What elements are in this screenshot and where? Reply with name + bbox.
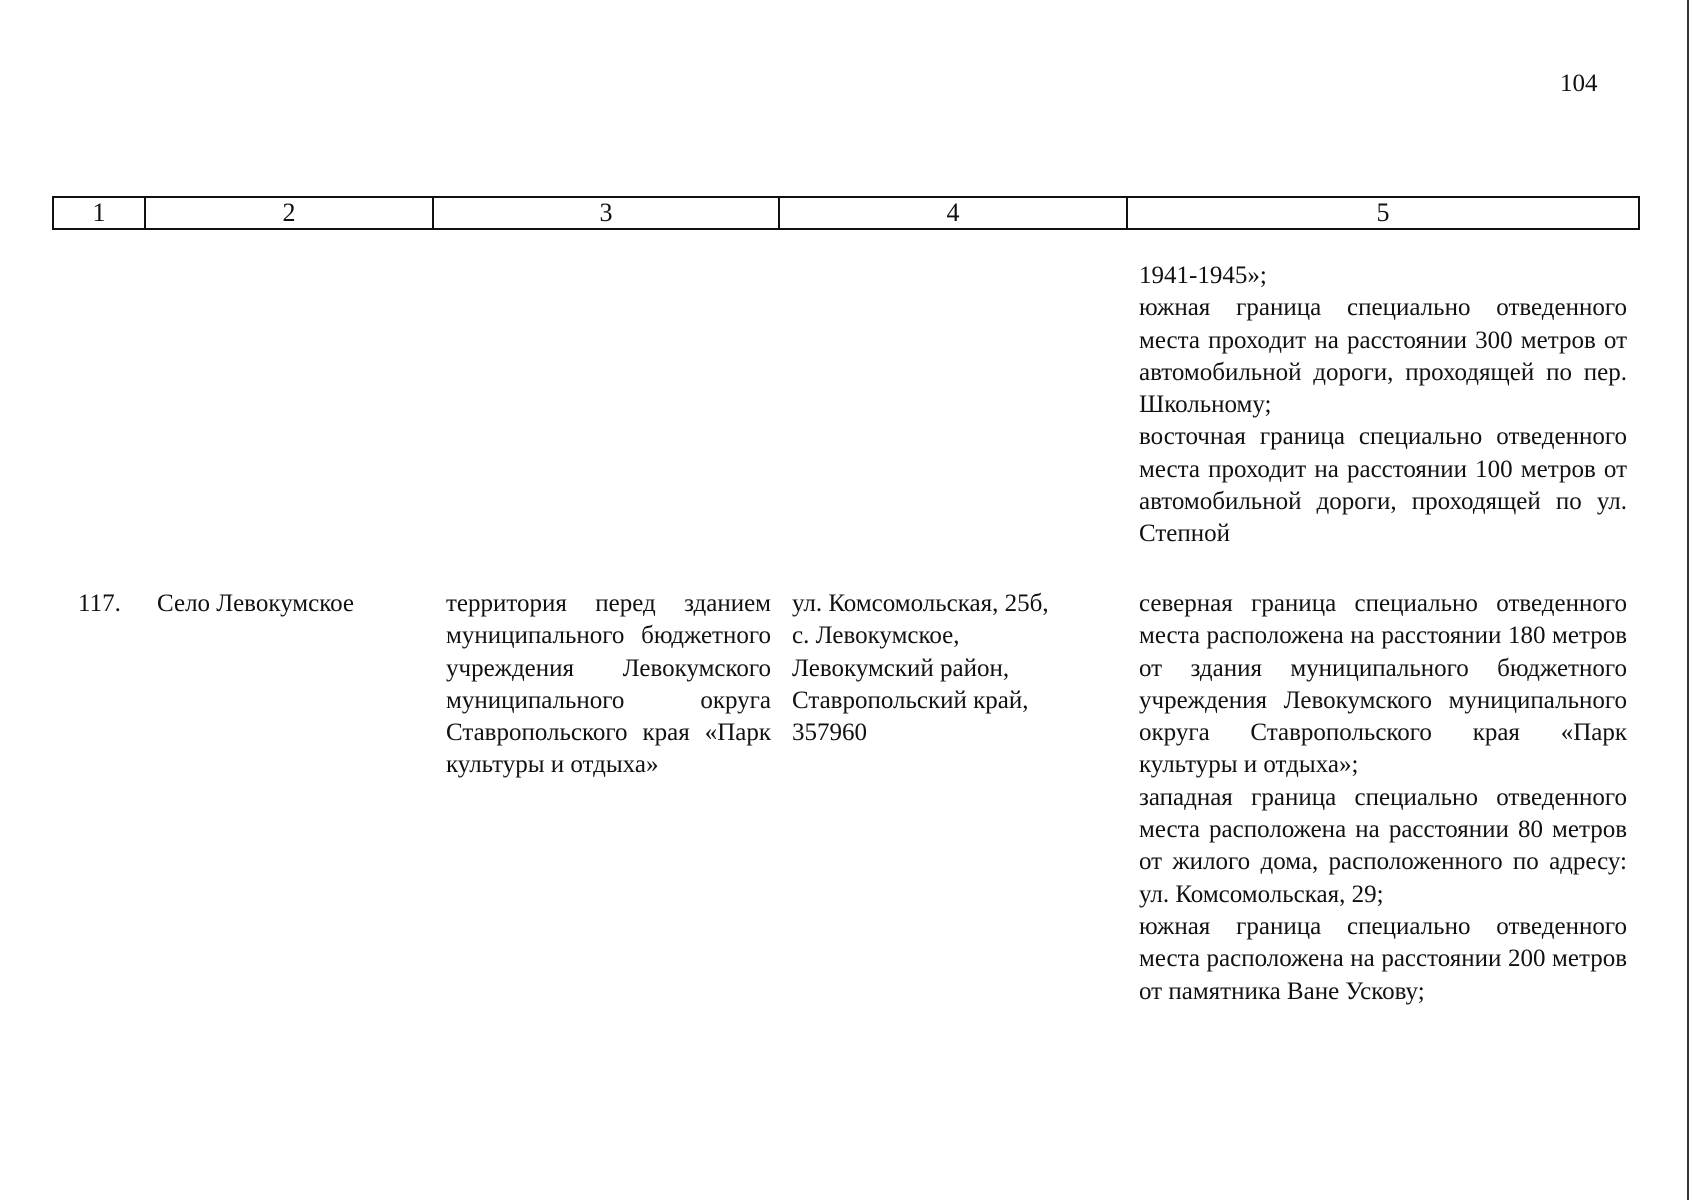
address-line: Ставропольский край, xyxy=(792,686,1029,714)
boundary-text: южная граница специально отведенного места расположена на расстоянии 200 метров от памятника Ване Ускову; xyxy=(1139,912,1627,1005)
territory-description: территория перед зданием муниципального бюджетного учреждения Левокумского муниципального округа Ставропольского края «Парк культуры и отдыха» xyxy=(446,590,771,779)
boundary-text: восточная граница специально отведенного места проходит на расстоянии 100 метров от автомобильной дороги, проходящей по ул. Степной xyxy=(1139,423,1627,548)
boundaries-cell xyxy=(1139,588,1627,1008)
boundary-text: южная граница специально отведенного места проходит на расстоянии 300 метров от автомобильной дороги, проходящей по пер. Школьному; xyxy=(1139,294,1627,419)
column-number-4: 4 xyxy=(780,198,1128,228)
address-line: с. Левокумское, xyxy=(792,622,960,650)
row-number: 117. xyxy=(78,590,121,617)
column-number-header xyxy=(52,196,1640,230)
column-number-2: 2 xyxy=(146,198,434,228)
address-cell xyxy=(792,588,1122,749)
page-number: 104 xyxy=(1560,70,1598,97)
column-number-1: 1 xyxy=(54,198,146,228)
boundary-text: северная граница специально отведенного места расположена на расстоянии 180 метров от здания муниципального бюджетного учреждения Левокумского муниципального округа Ставропольского края «Парк культуры и отдыха»; xyxy=(1139,590,1627,779)
boundary-text: западная граница специально отведенного места расположена на расстоянии 80 метров от жилого дома, расположенного по адресу: ул. Комсомольская, 29; xyxy=(1139,783,1627,908)
settlement-name: Село Левокумское xyxy=(157,590,354,617)
continued-boundaries-cell xyxy=(1139,260,1627,551)
page-edge-line xyxy=(1687,0,1689,1200)
address-line: 357960 xyxy=(792,719,867,747)
address-line: ул. Комсомольская, 25б, xyxy=(792,590,1049,617)
boundary-text: 1941-1945»; xyxy=(1139,262,1267,289)
column-number-5: 5 xyxy=(1376,198,1390,227)
column-number-3: 3 xyxy=(434,198,780,228)
address-line: Левокумский район, xyxy=(792,654,1010,682)
